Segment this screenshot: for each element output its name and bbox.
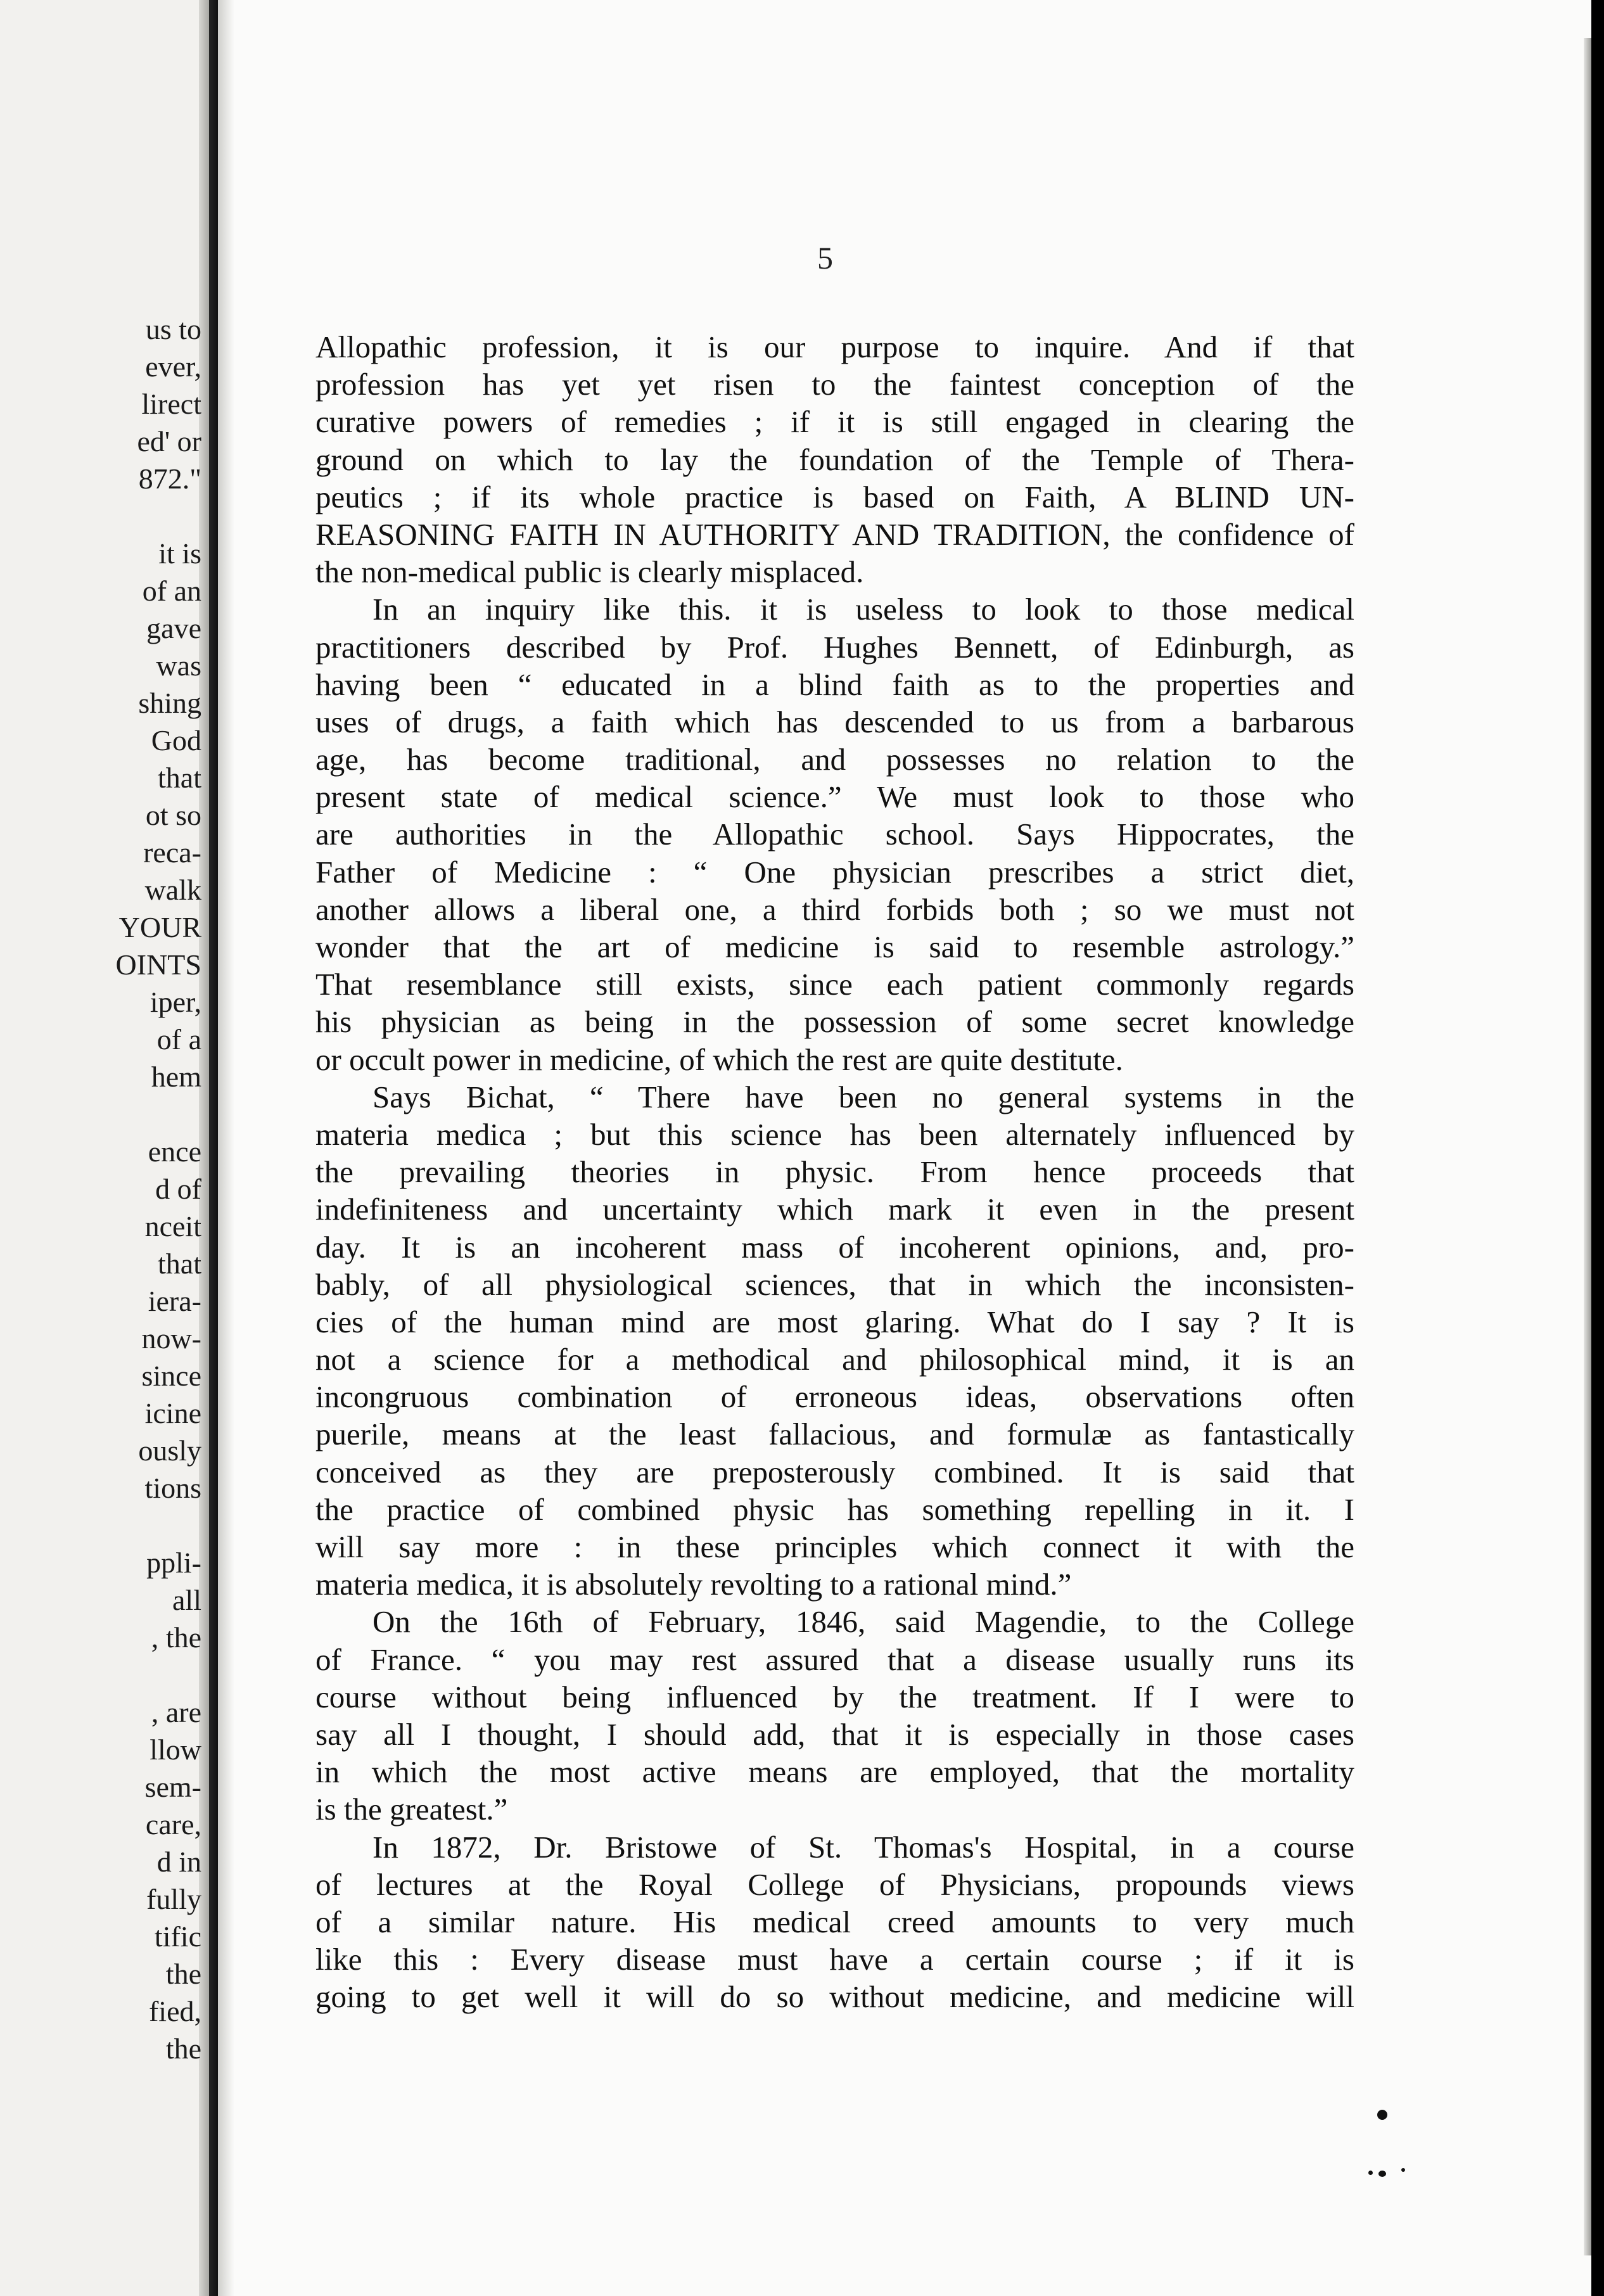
text-line: materia medica, it is absolutely revolting to a rational mind.” — [315, 1567, 1072, 1602]
left-fragment-line: was — [156, 649, 201, 682]
ink-speck — [1378, 2171, 1386, 2177]
text-line: his physician as being in the possession of some secret knowledge — [315, 1004, 1354, 1040]
text-line: having been “ educated in a blind faith as to the properties and — [315, 666, 1354, 702]
text-line: the non-medical public is clearly misplaced. — [315, 554, 864, 590]
right-page-edge — [1584, 38, 1591, 2255]
left-fragment-line: the — [165, 1958, 201, 1990]
left-fragment-line: tific — [154, 1920, 201, 1953]
text-line: day. It is an incoherent mass of incoherent opinions, and, pro- — [315, 1229, 1354, 1265]
ink-speck — [1368, 2171, 1373, 2175]
left-fragment-line: tions — [144, 1472, 201, 1504]
text-line: indefiniteness and uncertainty which mark it even in the present — [315, 1192, 1354, 1227]
text-line: of a similar nature. His medical creed amounts to very much — [315, 1904, 1354, 1939]
left-fragment-line: it is — [158, 537, 201, 570]
left-fragment-line: God — [151, 724, 201, 756]
text-line: ground on which to lay the foundation of the Temple of Thera- — [315, 442, 1354, 477]
text-line: another allows a liberal one, a third forbids both ; so we must not — [315, 891, 1354, 927]
text-line: or occult power in medicine, of which the rest are quite destitute. — [315, 1042, 1123, 1077]
left-fragment-line: , are — [151, 1696, 201, 1728]
text-line: wonder that the art of medicine is said to resemble astrology.” — [315, 929, 1354, 964]
left-fragment-line — [0, 497, 201, 535]
text-line: peutics ; if its whole practice is based on Faith, A BLIND UN- — [315, 479, 1354, 514]
left-fragment-line: , the — [151, 1621, 201, 1654]
text-line: curative powers of remedies ; if it is still engaged in clearing the — [315, 404, 1354, 440]
text-line: say all I thought, I should add, that it is especially in those cases — [315, 1716, 1354, 1752]
left-fragment-line: ever, — [145, 350, 201, 383]
text-line: conceived as they are preposterously combined. It is said that — [315, 1454, 1354, 1489]
left-fragment-line: d of — [155, 1173, 201, 1205]
text-line: materia medica ; but this science has been alternately influenced by — [315, 1116, 1354, 1152]
left-fragment-line: care, — [145, 1808, 201, 1840]
left-fragment-line: that — [158, 1247, 201, 1280]
left-fragment-line — [0, 1656, 201, 1693]
text-line: incongruous combination of erroneous ideas, observations often — [315, 1379, 1354, 1415]
left-fragment-line: YOUR — [118, 911, 201, 943]
left-fragment-line: d in — [156, 1846, 201, 1878]
text-line: going to get well it will do so without medicine, and medicine will — [315, 1979, 1354, 2015]
text-line: bably, of all physiological sciences, that in which the inconsisten- — [315, 1266, 1354, 1302]
ink-speck — [1377, 2110, 1387, 2120]
text-line: is the greatest.” — [315, 1792, 508, 1827]
text-line: not a science for a methodical and philosophical mind, it is an — [315, 1342, 1354, 1377]
text-line: In an inquiry like this. it is useless to look to those medical — [372, 592, 1354, 627]
left-fragment-line: gave — [146, 612, 201, 644]
left-page — [0, 0, 209, 2296]
left-fragment-line: shing — [138, 687, 201, 719]
text-line: course without being influenced by the treatment. If I were to — [315, 1679, 1354, 1714]
left-fragment-line: of a — [156, 1023, 201, 1056]
text-line: the prevailing theories in physic. From hence proceeds that — [315, 1154, 1354, 1190]
text-line: REASONING FAITH IN AUTHORITY AND TRADITION, the confidence of — [315, 516, 1354, 552]
right-page-shadow — [218, 0, 234, 2296]
left-fragment-line: llow — [150, 1733, 201, 1766]
text-line: puerile, means at the least fallacious, and formulæ as fantastically — [315, 1417, 1354, 1452]
text-line: age, has become traditional, and possesses no relation to the — [315, 742, 1354, 777]
left-fragment-line: sem- — [144, 1771, 201, 1803]
text-line: of France. “ you may rest assured that a disease usually runs its — [315, 1642, 1354, 1677]
text-line: On the 16th of February, 1846, said Magendie, to the College — [372, 1604, 1354, 1640]
text-line: in which the most active means are employed, that the mortality — [315, 1754, 1354, 1790]
left-fragment-line: reca- — [143, 836, 201, 869]
text-line: will say more : in these principles which connect it with the — [315, 1529, 1354, 1564]
left-page-text-fragments — [0, 310, 201, 2067]
text-line: the practice of combined physic has something repelling in it. I — [315, 1491, 1354, 1527]
left-fragment-line — [0, 1095, 201, 1133]
left-fragment-line: lirect — [141, 388, 201, 420]
left-fragment-line — [0, 1507, 201, 1544]
text-line: Says Bichat, “ There have been no general systems in the — [372, 1079, 1354, 1114]
left-fragment-line: walk — [144, 874, 201, 906]
text-line: In 1872, Dr. Bristowe of St. Thomas's Hospital, in a course — [372, 1829, 1354, 1865]
text-line: uses of drugs, a faith which has descended to us from a barbarous — [315, 704, 1354, 739]
left-fragment-line: ppli- — [146, 1547, 201, 1579]
left-fragment-line: ously — [138, 1434, 201, 1467]
text-line: That resemblance still exists, since each patient commonly regards — [315, 967, 1354, 1002]
left-fragment-line: OINTS — [115, 948, 201, 981]
left-fragment-line: ot so — [145, 799, 201, 831]
text-line: Allopathic profession, it is our purpose to inquire. And if that — [315, 329, 1354, 364]
left-fragment-line: of an — [142, 575, 201, 607]
body-text — [315, 328, 1354, 2015]
ink-speck — [1401, 2168, 1405, 2172]
text-line: like this : Every disease must have a certain course ; if it is — [315, 1942, 1354, 1977]
left-fragment-line: icine — [144, 1397, 201, 1429]
left-fragment-line: since — [141, 1360, 201, 1392]
left-fragment-line: the — [165, 2032, 201, 2065]
left-fragment-line: that — [158, 762, 201, 794]
left-fragment-line: now- — [141, 1322, 201, 1355]
text-line: of lectures at the Royal College of Physicians, propounds views — [315, 1866, 1354, 1902]
left-fragment-line: ence — [148, 1135, 201, 1168]
text-line: are authorities in the Allopathic school. Says Hippocrates, the — [315, 817, 1354, 852]
left-fragment-line: ed' or — [137, 425, 201, 457]
text-line: profession has yet yet risen to the faintest conception of the — [315, 367, 1354, 402]
left-fragment-line: us to — [145, 313, 201, 345]
page-number: 5 — [817, 240, 833, 276]
text-line: present state of medical science.” We must look to those who — [315, 779, 1354, 815]
left-fragment-line: all — [172, 1584, 201, 1616]
left-fragment-line: iper, — [150, 986, 201, 1018]
left-fragment-line: hem — [151, 1061, 201, 1093]
text-line: practitioners described by Prof. Hughes Bennett, of Edinburgh, as — [315, 629, 1354, 665]
left-fragment-line: fully — [146, 1883, 201, 1915]
left-fragment-line: 872." — [138, 462, 201, 495]
text-line: Father of Medicine : “ One physician prescribes a strict diet, — [315, 854, 1354, 890]
left-fragment-line: fied, — [148, 1995, 201, 2027]
left-fragment-line: nceit — [144, 1210, 201, 1242]
left-fragment-line: iera- — [148, 1285, 201, 1317]
text-line: cies of the human mind are most glaring. What do I say ? It is — [315, 1304, 1354, 1339]
book-gutter — [209, 0, 218, 2296]
